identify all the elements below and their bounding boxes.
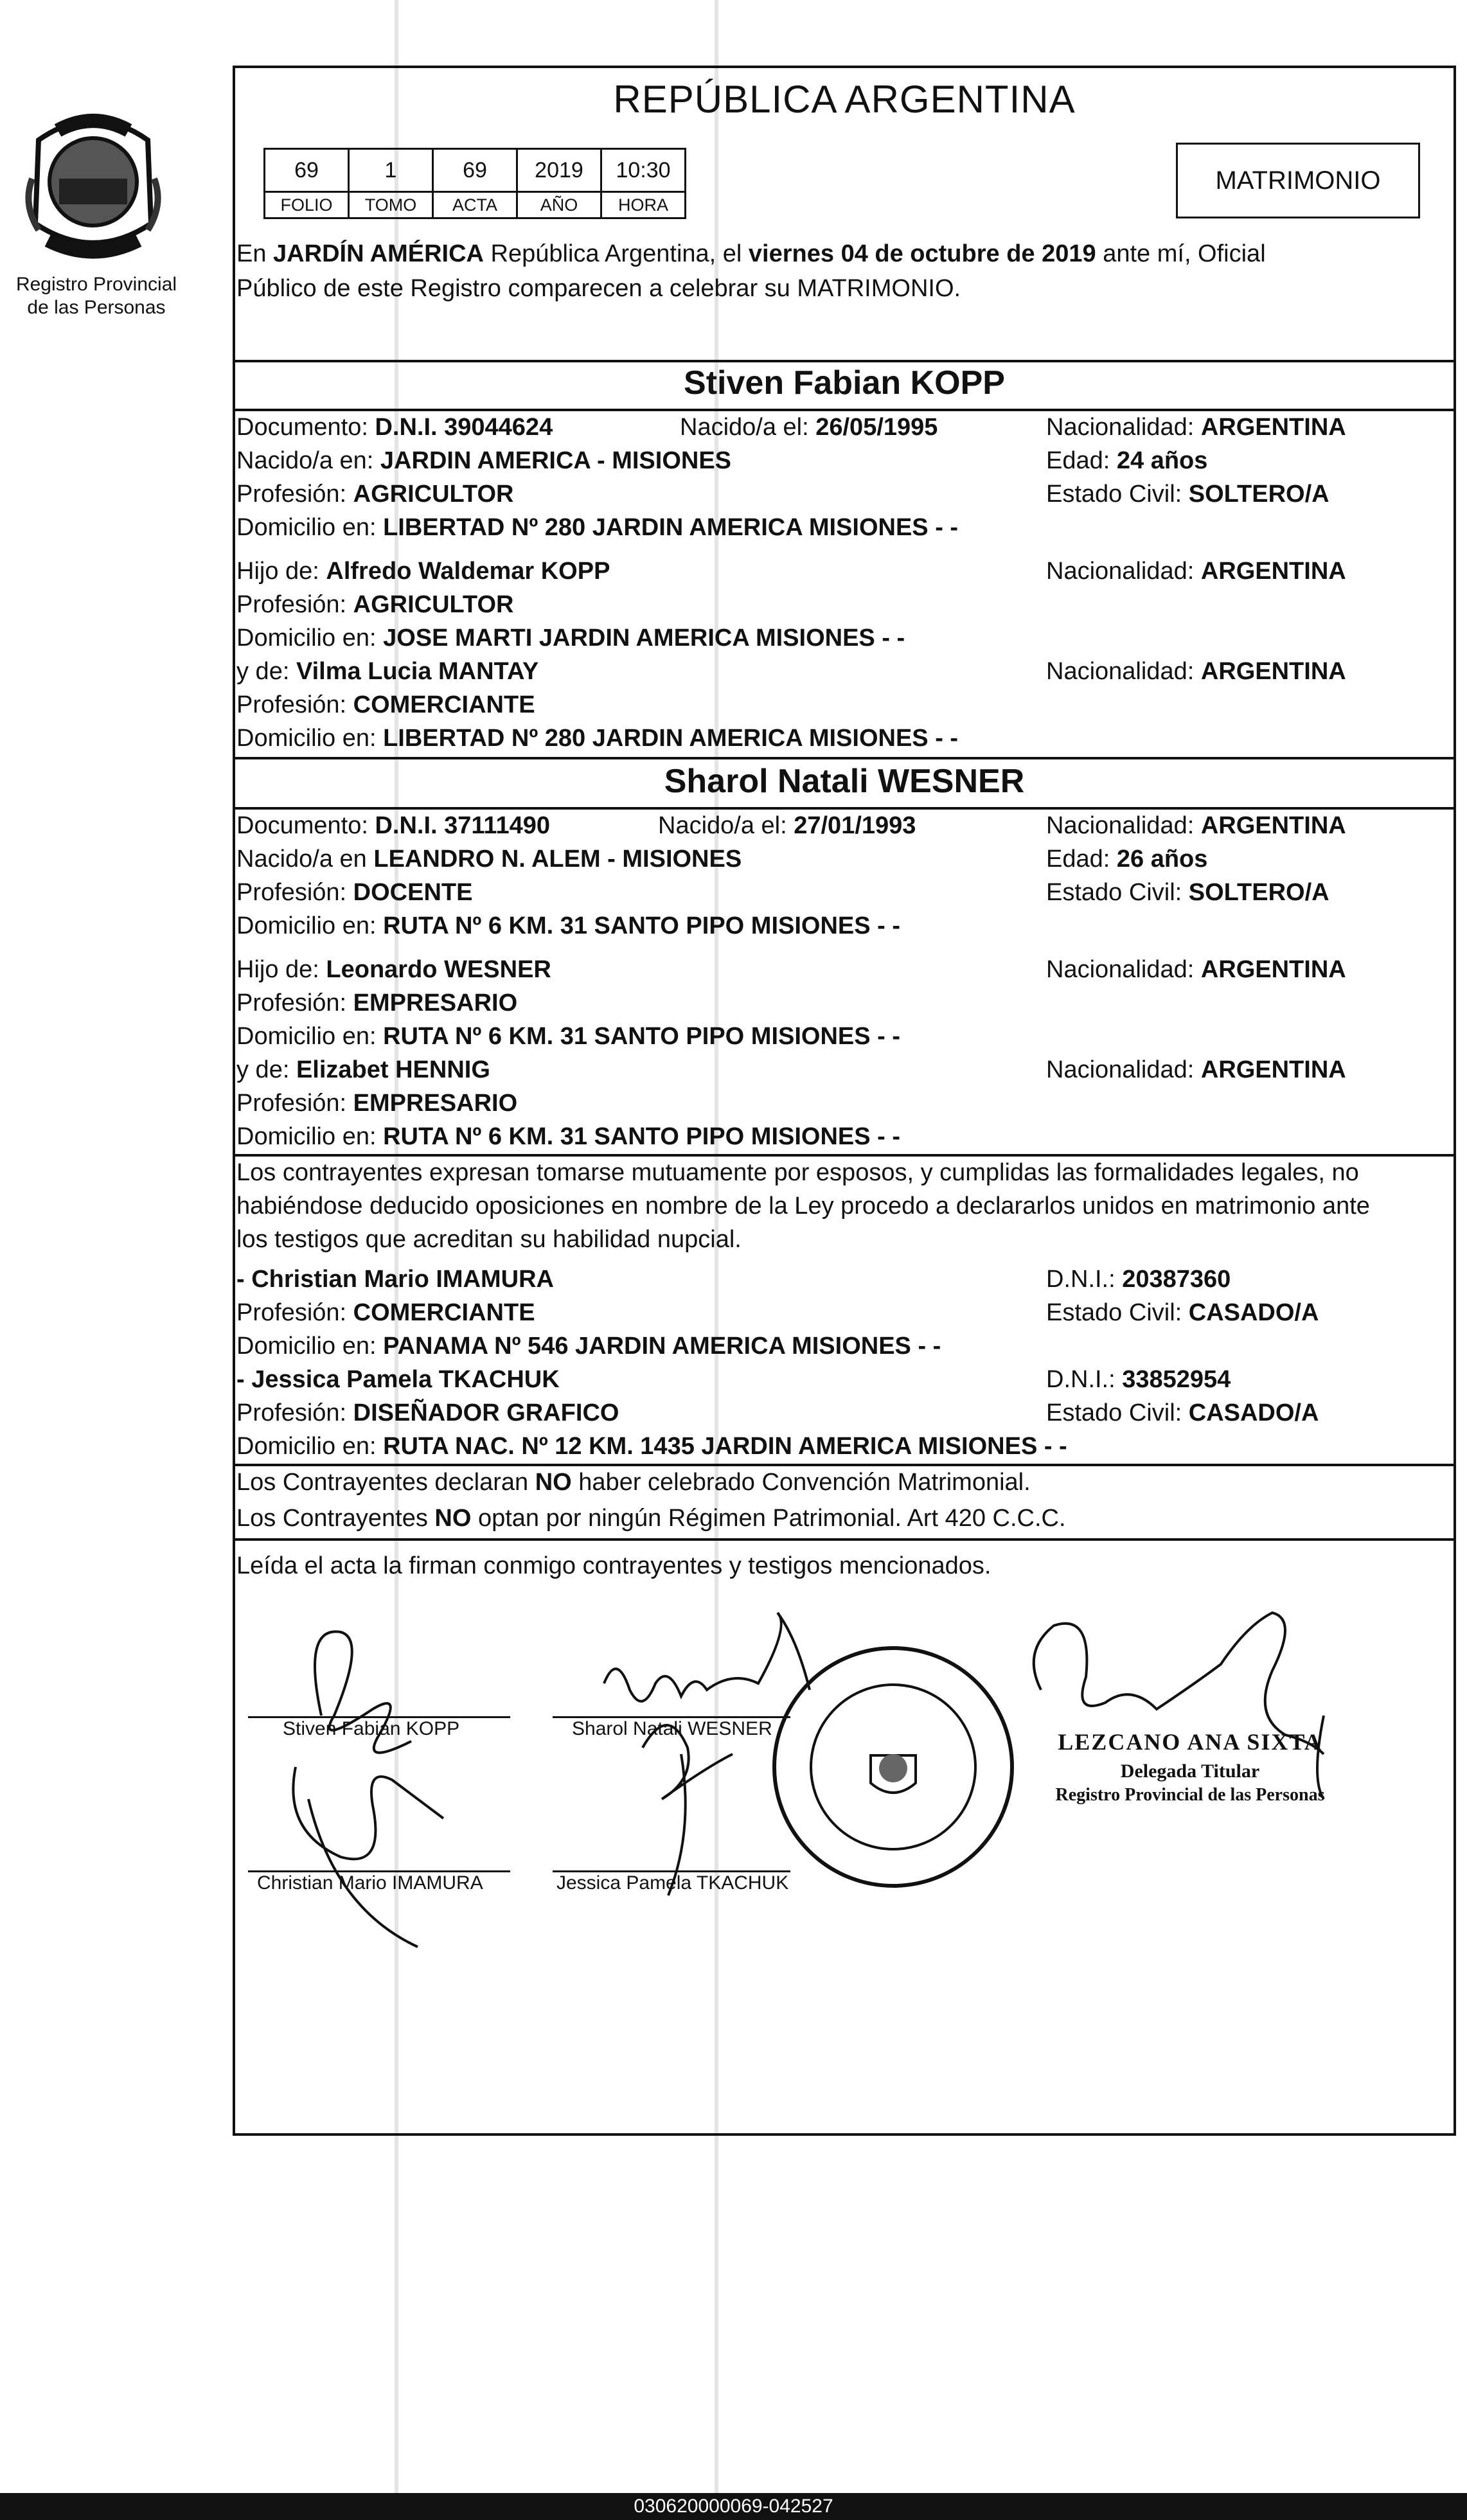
witness1-address: Domicilio en: PANAMA Nº 546 JARDIN AMERICA MISIONES - - [236, 1333, 941, 1360]
spouse1-nationality: Nacionalidad: ARGENTINA [1046, 414, 1346, 441]
folio-value: 69 [265, 149, 349, 192]
witness2-dni: D.N.I.: 33852954 [1046, 1366, 1231, 1393]
spouse2-address: Domicilio en: RUTA Nº 6 KM. 31 SANTO PIPO MISIONES - - [236, 912, 901, 939]
spouse2-birthdate: Nacido/a el: 27/01/1993 [658, 812, 916, 839]
declaration-line-2: habiéndose deducido oposiciones en nombre de la Ley procedo a declararlos unidos en matrimonio ante [236, 1193, 1370, 1220]
witness1-dni: D.N.I.: 20387360 [1046, 1266, 1231, 1293]
witness1-name: - Christian Mario IMAMURA [236, 1266, 554, 1293]
spouse1-father-profession: Profesión: AGRICULTOR [236, 591, 514, 618]
closing-text: Leída el acta la firman conmigo contrayentes y testigos mencionados. [236, 1552, 991, 1579]
document-title: REPÚBLICA ARGENTINA [613, 78, 1076, 121]
sig-caption-spouse1: Stiven Fabian KOPP [283, 1718, 460, 1739]
spouse1-age: Edad: 24 años [1046, 447, 1208, 474]
spouse2-document: Documento: D.N.I. 37111490 [236, 812, 551, 839]
spouse2-age: Edad: 26 años [1046, 846, 1208, 873]
spouse1-civil-status: Estado Civil: SOLTERO/A [1046, 481, 1329, 508]
spouse1-birthdate: Nacido/a el: 26/05/1995 [680, 414, 938, 441]
witness1-civil-status: Estado Civil: CASADO/A [1046, 1299, 1319, 1326]
witness2-name: - Jessica Pamela TKACHUK [236, 1366, 560, 1393]
spouse2-profession: Profesión: DOCENTE [236, 879, 473, 906]
acta-value: 69 [433, 149, 517, 192]
spouse2-nationality: Nacionalidad: ARGENTINA [1046, 812, 1346, 839]
spouse1-profession: Profesión: AGRICULTOR [236, 481, 514, 508]
province-coat-of-arms-logo [19, 102, 167, 269]
hora-label: HORA [601, 192, 686, 218]
officer-stamp: LEZCANO ANA SIXTA Delegada Titular Registro Provincial de las Personas [1055, 1729, 1325, 1805]
spouse1-name: Stiven Fabian KOPP [684, 364, 1005, 402]
sig-caption-witness1: Christian Mario IMAMURA [257, 1872, 483, 1894]
document-barcode-code: 030620000069-042527 [0, 2493, 1467, 2520]
hora-value: 10:30 [601, 149, 686, 192]
anio-label: AÑO [517, 192, 601, 218]
tomo-label: TOMO [349, 192, 433, 218]
sig-caption-spouse2: Sharol Natali WESNER [572, 1718, 772, 1739]
spouse1-mother-address: Domicilio en: LIBERTAD Nº 280 JARDIN AMERICA MISIONES - - [236, 725, 959, 752]
registry-fields-table [263, 148, 686, 219]
spouse2-mother-nationality: Nacionalidad: ARGENTINA [1046, 1056, 1346, 1083]
witness2-civil-status: Estado Civil: CASADO/A [1046, 1399, 1319, 1426]
spouse2-father: Hijo de: Leonardo WESNER [236, 956, 551, 983]
spouse2-civil-status: Estado Civil: SOLTERO/A [1046, 879, 1329, 906]
registry-caption: Registro Provincial de las Personas [15, 274, 177, 318]
witness1-profession: Profesión: COMERCIANTE [236, 1299, 535, 1326]
intro-line-2: Público de este Registro comparecen a celebrar su MATRIMONIO. [236, 275, 961, 302]
spouse1-mother-profession: Profesión: COMERCIANTE [236, 691, 535, 718]
regime-line-1: Los Contrayentes declaran NO haber celebrado Convención Matrimonial. [236, 1469, 1031, 1496]
spouse1-father: Hijo de: Alfredo Waldemar KOPP [236, 558, 610, 585]
spouse1-mother: y de: Vilma Lucia MANTAY [236, 658, 539, 685]
intro-line-1: En JARDÍN AMÉRICA República Argentina, el viernes 04 de octubre de 2019 ante mí, Oficial [236, 240, 1266, 267]
spouse2-mother-profession: Profesión: EMPRESARIO [236, 1090, 518, 1117]
sig-caption-witness2: Jessica Pamela TKACHUK [556, 1872, 789, 1894]
regime-line-2: Los Contrayentes NO optan por ningún Régimen Patrimonial. Art 420 C.C.C. [236, 1505, 1066, 1532]
spouse1-address: Domicilio en: LIBERTAD Nº 280 JARDIN AMERICA MISIONES - - [236, 514, 959, 541]
spouse2-mother: y de: Elizabet HENNIG [236, 1056, 490, 1083]
declaration-line-1: Los contrayentes expresan tomarse mutuamente por esposos, y cumplidas las formalidades legales, no [236, 1159, 1359, 1186]
declaration-line-3: los testigos que acreditan su habilidad nupcial. [236, 1226, 742, 1253]
witness2-profession: Profesión: DISEÑADOR GRAFICO [236, 1399, 619, 1426]
spouse2-father-address: Domicilio en: RUTA Nº 6 KM. 31 SANTO PIPO MISIONES - - [236, 1023, 901, 1050]
folio-label: FOLIO [265, 192, 349, 218]
spouse1-document: Documento: D.N.I. 39044624 [236, 414, 553, 441]
tomo-value: 1 [349, 149, 433, 192]
spouse1-mother-nationality: Nacionalidad: ARGENTINA [1046, 658, 1346, 685]
spouse1-father-address: Domicilio en: JOSE MARTI JARDIN AMERICA MISIONES - - [236, 625, 905, 652]
spouse2-birthplace: Nacido/a en LEANDRO N. ALEM - MISIONES [236, 846, 742, 873]
official-seal [774, 1648, 1012, 1886]
spouse1-birthplace: Nacido/a en: JARDIN AMERICA - MISIONES [236, 447, 732, 474]
spouse2-mother-address: Domicilio en: RUTA Nº 6 KM. 31 SANTO PIPO MISIONES - - [236, 1123, 901, 1150]
witness2-address: Domicilio en: RUTA NAC. Nº 12 KM. 1435 JARDIN AMERICA MISIONES - - [236, 1433, 1067, 1460]
anio-value: 2019 [517, 149, 601, 192]
spouse2-father-profession: Profesión: EMPRESARIO [236, 989, 518, 1016]
spouse2-name: Sharol Natali WESNER [664, 763, 1025, 800]
record-type-box: MATRIMONIO [1176, 143, 1420, 218]
spouse2-father-nationality: Nacionalidad: ARGENTINA [1046, 956, 1346, 983]
spouse1-father-nationality: Nacionalidad: ARGENTINA [1046, 558, 1346, 585]
acta-label: ACTA [433, 192, 517, 218]
